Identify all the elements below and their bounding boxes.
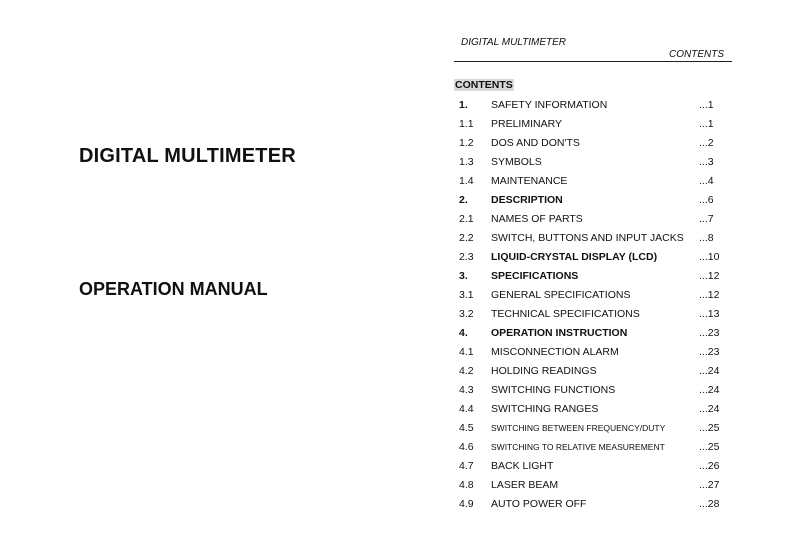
toc-entry-number: 2.1 — [459, 213, 474, 225]
toc-entry-page: ...25 — [699, 422, 720, 434]
toc-entry[interactable] — [459, 134, 729, 153]
toc-entry-title: SWITCHING BETWEEN FREQUENCY/DUTY — [491, 423, 666, 433]
toc-entry-page: ...25 — [699, 441, 720, 453]
toc-entry-title: GENERAL SPECIFICATIONS — [491, 289, 631, 301]
toc-entry-page: ...2 — [699, 137, 714, 149]
toc-entry-title: HOLDING READINGS — [491, 365, 597, 377]
table-of-contents — [459, 96, 729, 514]
toc-entry[interactable] — [459, 305, 729, 324]
toc-entry-page: ...6 — [699, 194, 714, 206]
toc-entry-number: 4.1 — [459, 346, 474, 358]
toc-entry-number: 3. — [459, 270, 468, 282]
toc-entry[interactable] — [459, 362, 729, 381]
toc-entry[interactable] — [459, 229, 729, 248]
toc-entry[interactable] — [459, 286, 729, 305]
toc-entry-title: PRELIMINARY — [491, 118, 562, 130]
toc-entry-number: 2. — [459, 194, 468, 206]
toc-entry-number: 3.2 — [459, 308, 474, 320]
toc-entry-number: 4.4 — [459, 403, 474, 415]
toc-entry-number: 4.5 — [459, 422, 474, 434]
toc-entry-number: 2.3 — [459, 251, 474, 263]
toc-entry-title: BACK LIGHT — [491, 460, 554, 472]
toc-entry-number: 1.3 — [459, 156, 474, 168]
toc-entry-number: 1.2 — [459, 137, 474, 149]
toc-entry[interactable] — [459, 153, 729, 172]
toc-entry-page: ...23 — [699, 327, 720, 339]
toc-entry-page: ...4 — [699, 175, 714, 187]
toc-entry-title: SYMBOLS — [491, 156, 542, 168]
toc-entry-page: ...12 — [699, 289, 720, 301]
toc-entry-title: DOS AND DON'TS — [491, 137, 580, 149]
toc-entry[interactable] — [459, 115, 729, 134]
toc-entry-number: 1.4 — [459, 175, 474, 187]
toc-entry-number: 3.1 — [459, 289, 474, 301]
toc-entry[interactable] — [459, 191, 729, 210]
toc-entry-page: ...1 — [699, 99, 714, 111]
toc-entry-number: 4.3 — [459, 384, 474, 396]
toc-entry-number: 4. — [459, 327, 468, 339]
toc-entry-number: 4.9 — [459, 498, 474, 510]
toc-entry[interactable] — [459, 248, 729, 267]
toc-entry-number: 1. — [459, 99, 468, 111]
toc-entry[interactable] — [459, 324, 729, 343]
toc-entry-number: 4.6 — [459, 441, 474, 453]
toc-entry-title: LASER BEAM — [491, 479, 559, 491]
toc-entry-title: SWITCHING TO RELATIVE MEASUREMENT — [491, 442, 665, 452]
toc-entry-page: ...24 — [699, 403, 720, 415]
toc-entry-page: ...12 — [699, 270, 720, 282]
toc-entry[interactable] — [459, 476, 729, 495]
toc-entry-number: 4.2 — [459, 365, 474, 377]
toc-entry[interactable] — [459, 96, 729, 115]
toc-entry-page: ...10 — [699, 251, 720, 263]
toc-entry-title: NAMES OF PARTS — [491, 213, 583, 225]
toc-entry-page: ...24 — [699, 384, 720, 396]
toc-entry-page: ...24 — [699, 365, 720, 377]
toc-entry[interactable] — [459, 210, 729, 229]
toc-entry-page: ...1 — [699, 118, 714, 130]
toc-entry[interactable] — [459, 419, 729, 438]
toc-entry-title: SWITCHING FUNCTIONS — [491, 384, 616, 396]
toc-entry-page: ...8 — [699, 232, 714, 244]
toc-entry-title: DESCRIPTION — [491, 194, 563, 206]
toc-entry[interactable] — [459, 172, 729, 191]
toc-entry-page: ...27 — [699, 479, 720, 491]
toc-entry-title: OPERATION INSTRUCTION — [491, 327, 628, 339]
toc-entry-page: ...7 — [699, 213, 714, 225]
toc-entry-title: MAINTENANCE — [491, 175, 568, 187]
running-header-right: CONTENTS — [669, 49, 724, 60]
toc-entry-title: SWITCHING RANGES — [491, 403, 599, 415]
toc-entry-number: 4.7 — [459, 460, 474, 472]
toc-entry[interactable] — [459, 495, 729, 514]
toc-entry-title: MISCONNECTION ALARM — [491, 346, 619, 358]
toc-entry-title: SWITCH, BUTTONS AND INPUT JACKS — [491, 232, 684, 244]
document-subtitle: OPERATION MANUAL — [79, 279, 268, 299]
toc-entry-title: LIQUID-CRYSTAL DISPLAY (LCD) — [491, 251, 658, 263]
toc-entry[interactable] — [459, 400, 729, 419]
toc-entry[interactable] — [459, 381, 729, 400]
running-header-left: DIGITAL MULTIMETER — [461, 37, 567, 48]
toc-entry[interactable] — [459, 438, 729, 457]
toc-entry[interactable] — [459, 267, 729, 286]
toc-entry-number: 1.1 — [459, 118, 474, 130]
document-title: DIGITAL MULTIMETER — [79, 145, 296, 167]
toc-entry-title: SAFETY INFORMATION — [491, 99, 608, 111]
toc-entry[interactable] — [459, 457, 729, 476]
toc-entry-page: ...23 — [699, 346, 720, 358]
toc-entry-page: ...26 — [699, 460, 720, 472]
toc-entry[interactable] — [459, 343, 729, 362]
toc-entry-page: ...3 — [699, 156, 714, 168]
header-divider — [454, 61, 732, 62]
toc-entry-title: TECHNICAL SPECIFICATIONS — [491, 308, 640, 320]
toc-entry-page: ...28 — [699, 498, 720, 510]
toc-entry-page: ...13 — [699, 308, 720, 320]
toc-entry-number: 2.2 — [459, 232, 474, 244]
toc-entry-number: 4.8 — [459, 479, 474, 491]
toc-entry-title: AUTO POWER OFF — [491, 498, 587, 510]
contents-heading: CONTENTS — [455, 79, 513, 91]
toc-entry-title: SPECIFICATIONS — [491, 270, 579, 282]
